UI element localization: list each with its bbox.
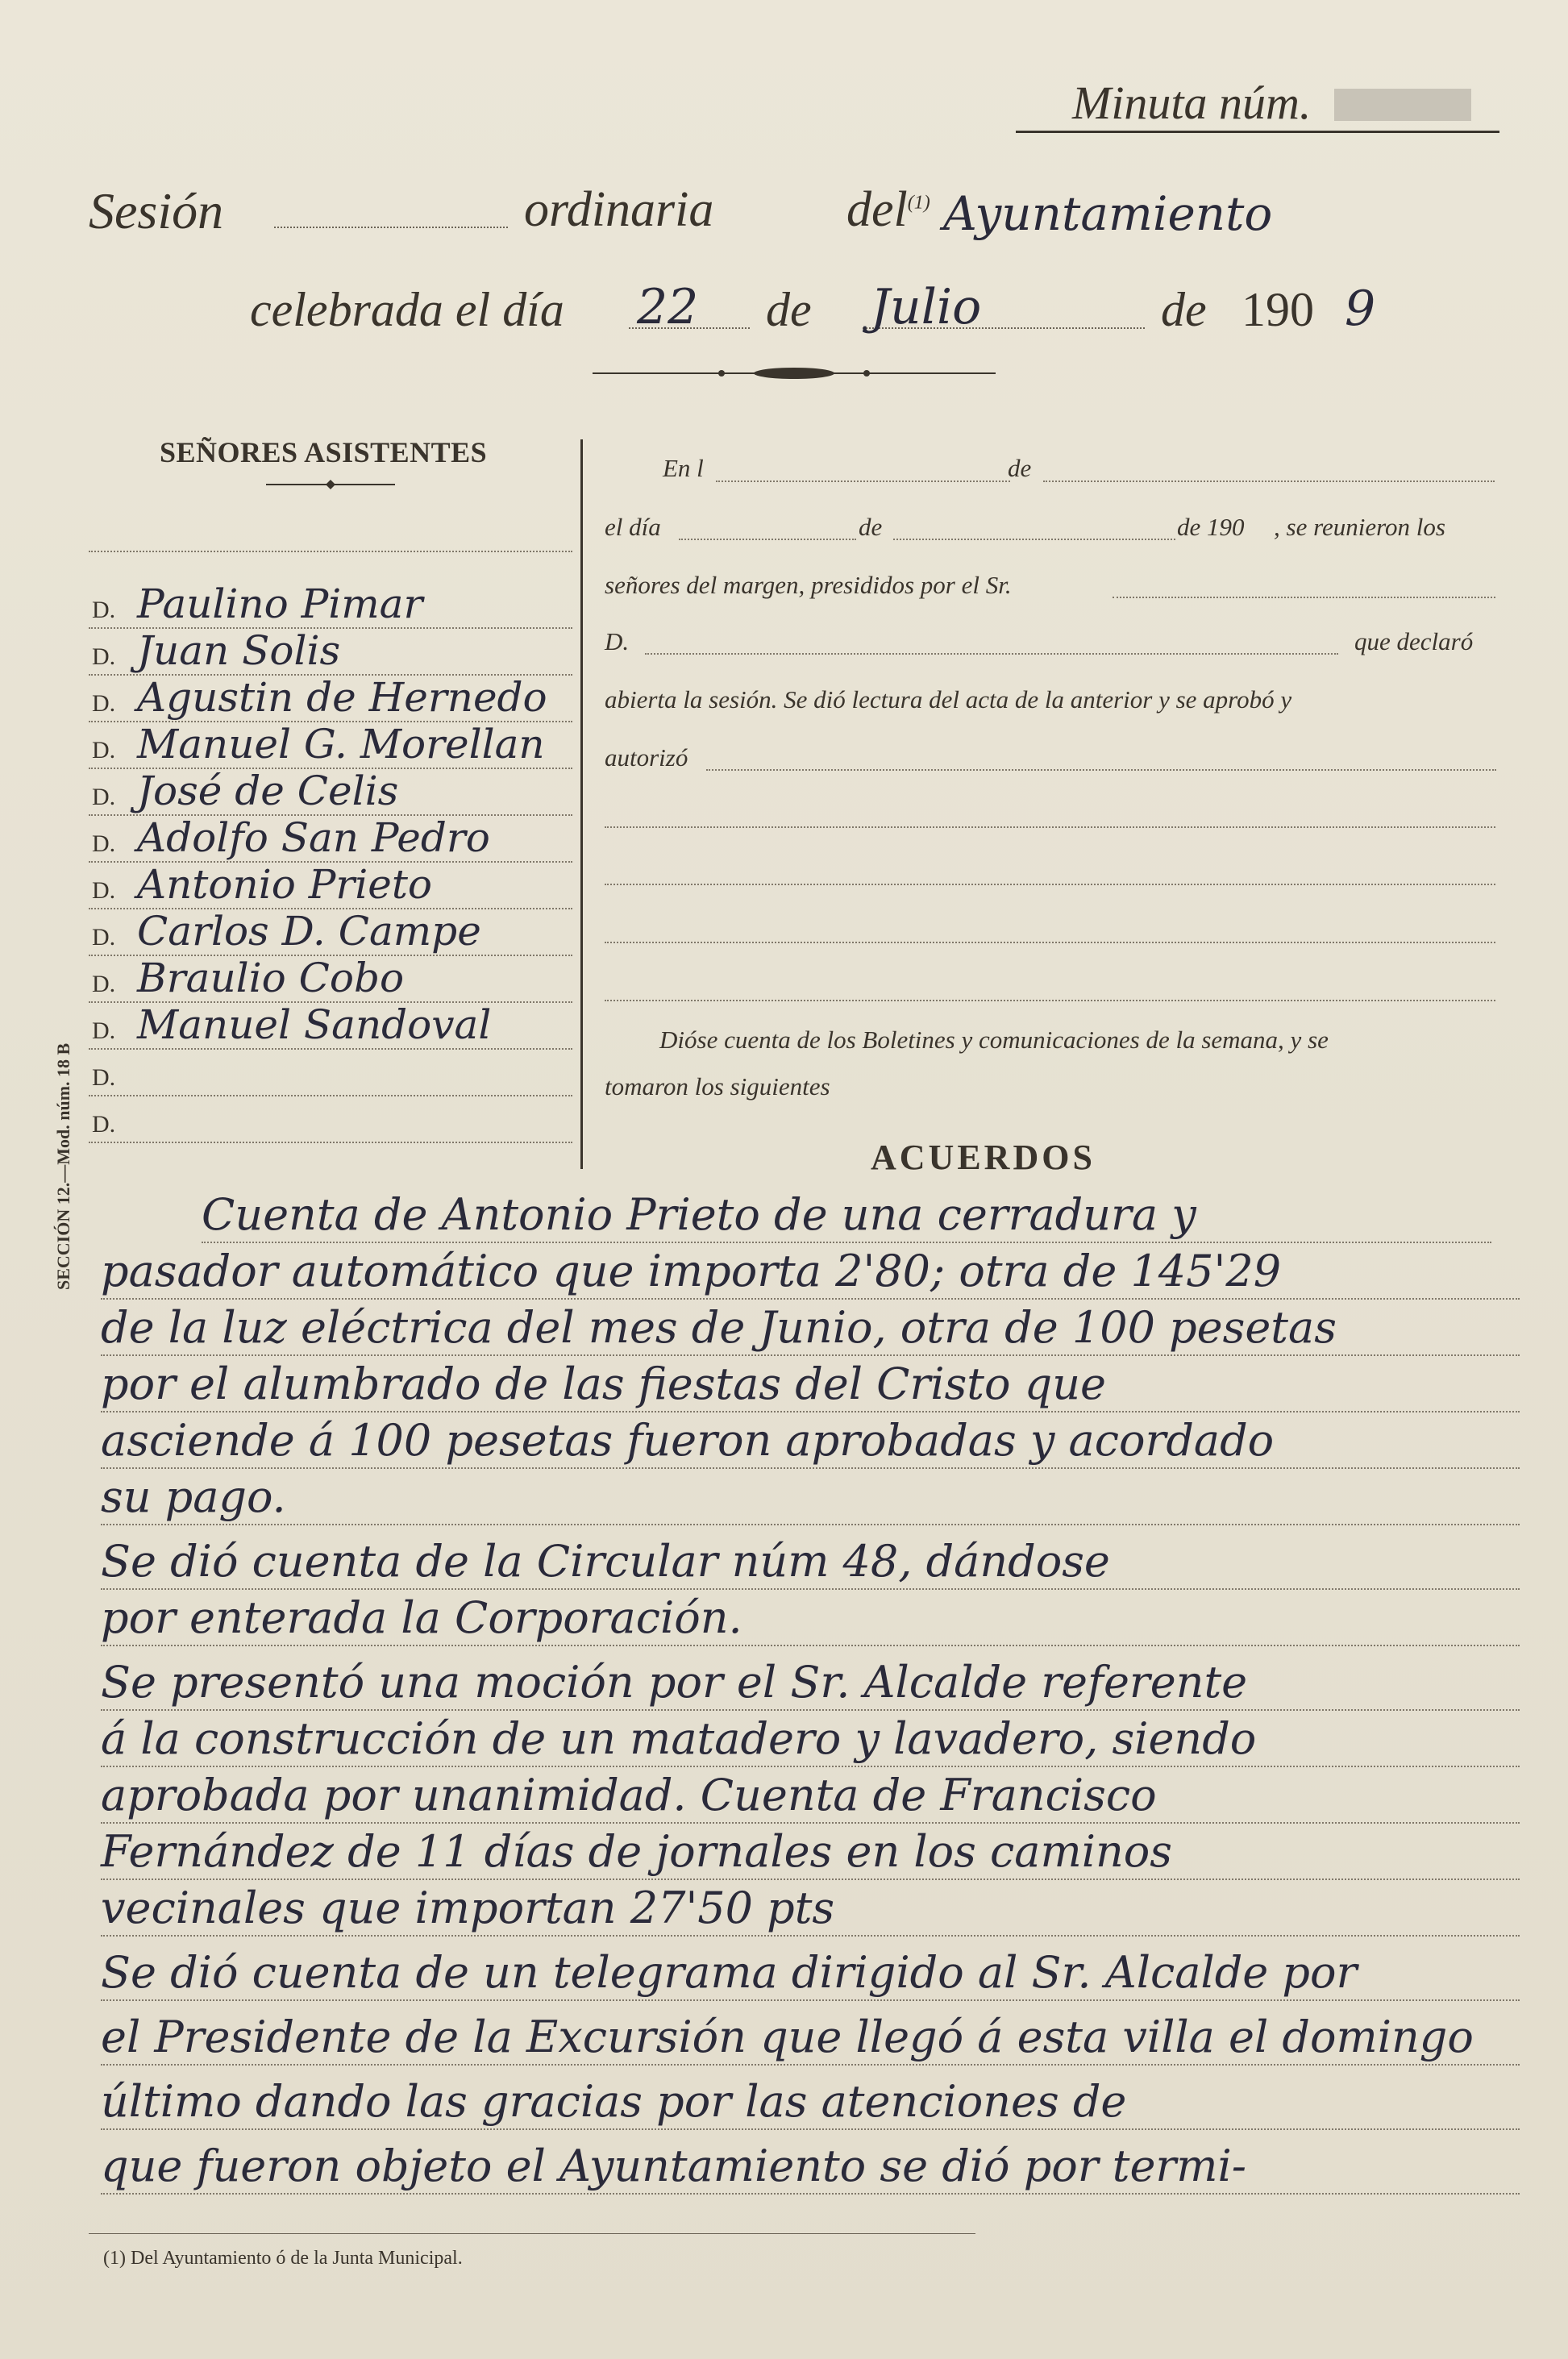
attendee-prefix: D. — [92, 643, 116, 670]
preamble-el-dia: el día — [605, 513, 661, 541]
session-day: 22 — [637, 279, 699, 335]
body-line-text: aprobada por unanimidad. Cuenta de Francisco — [101, 1770, 1157, 1820]
footnote-rule — [89, 2233, 975, 2234]
body-line-text: que fueron objeto el Ayuntamiento se dió por termi- — [101, 2141, 1246, 2191]
minuta-number-box — [1334, 89, 1471, 121]
preamble-se-reunieron: , se reunieron los — [1274, 513, 1445, 541]
attendee-row — [89, 1048, 572, 1096]
attendees-heading: SEÑORES ASISTENTES — [160, 436, 488, 468]
preamble-dotted-line — [605, 884, 1495, 885]
body-line — [101, 1246, 1520, 1300]
attendee-name: Antonio Prieto — [137, 861, 433, 908]
attendee-row — [89, 861, 572, 909]
attendees-ornament — [266, 479, 395, 490]
body-line — [101, 1593, 1520, 1646]
date-de-1: de — [766, 283, 812, 336]
attendee-prefix: D. — [92, 1017, 116, 1044]
body-line — [101, 1303, 1520, 1356]
attendee-row — [89, 1001, 572, 1050]
attendee-prefix: D. — [92, 1111, 116, 1138]
attendee-prefix: D. — [92, 877, 116, 904]
attendee-name: Manuel G. Morellan — [137, 721, 545, 768]
body-line-text: por enterada la Corporación. — [101, 1592, 742, 1643]
preamble-bulletins-1: Dióse cuenta de los Boletines y comunicaciones de la semana, y se — [659, 1026, 1329, 1054]
preamble-de: de — [1008, 454, 1032, 482]
attendee-prefix: D. — [92, 784, 116, 810]
body-line-text: su pago. — [101, 1471, 286, 1522]
preamble-dotted-line — [645, 653, 1338, 655]
title-ornament — [593, 361, 996, 385]
attendee-prefix: D. — [92, 597, 116, 623]
attendee-name: José de Celis — [137, 768, 399, 814]
preamble-dotted-line — [1113, 597, 1495, 598]
footnote: (1) Del Ayuntamiento ó de la Junta Municipal. — [103, 2248, 463, 2269]
preamble-dotted-line — [716, 481, 1010, 482]
session-dotted-line — [274, 227, 508, 228]
attendee-prefix: D. — [92, 1064, 116, 1091]
body-line-text: pasador automático que importa 2'80; otra de 145'29 — [101, 1246, 1282, 1296]
body-line — [101, 1359, 1520, 1412]
attendee-name: Agustin de Hernedo — [137, 674, 547, 721]
attendee-name: Juan Solis — [137, 627, 341, 674]
body-line — [101, 1714, 1520, 1767]
session-year-handwritten: 9 — [1345, 281, 1376, 337]
attendee-name: Manuel Sandoval — [137, 1001, 492, 1048]
attendee-prefix: D. — [92, 737, 116, 763]
body-line — [101, 1827, 1520, 1880]
attendee-prefix: D. — [92, 924, 116, 951]
body-line-text: asciende á 100 pesetas fueron aprobadas y acordado — [101, 1415, 1275, 1466]
preamble-autorizo: autorizó — [605, 743, 688, 772]
body-line-text: á la construcción de un matadero y lavadero, siendo — [101, 1713, 1257, 1764]
body-line — [101, 2141, 1520, 2195]
celebrada-label: celebrada el día — [250, 283, 564, 336]
date-de-2: de — [1161, 283, 1207, 336]
preamble-que-declaro: que declaró — [1354, 627, 1474, 655]
body-line-text: de la luz eléctrica del mes de Junio, otra de 100 pesetas — [101, 1302, 1337, 1353]
body-line — [101, 1416, 1520, 1469]
body-line-text: vecinales que importan 27'50 pts — [101, 1883, 835, 1933]
attendee-name: Paulino Pimar — [137, 580, 423, 627]
body-line — [101, 1948, 1520, 2001]
body-line — [101, 1658, 1520, 1711]
preamble-bulletins-2: tomaron los siguientes — [605, 1072, 830, 1100]
minuta-header — [1016, 74, 1499, 133]
session-month: Julio — [871, 279, 982, 335]
session-year-printed: 190 — [1242, 283, 1314, 336]
attendee-row — [89, 580, 572, 629]
preamble-dotted-line — [706, 769, 1496, 771]
acuerdos-heading: ACUERDOS — [871, 1138, 1096, 1177]
body-line-text: Cuenta de Antonio Prieto de una cerradura y — [202, 1189, 1196, 1240]
footnote-mark: (1) — [907, 192, 930, 214]
session-type: ordinaria — [524, 182, 714, 237]
body-line-text: por el alumbrado de las fiestas del Cristo que — [101, 1358, 1106, 1409]
body-line-text: el Presidente de la Excursión que llegó á esta villa el domingo — [101, 2012, 1474, 2062]
body-line — [101, 2077, 1520, 2130]
attendee-row — [89, 627, 572, 676]
body-line-text: último dando las gracias por las atenciones de — [101, 2076, 1127, 2127]
attendee-row — [89, 908, 572, 956]
preamble-line3: señores del margen, presididos por el Sr. — [605, 571, 1012, 599]
body-line — [202, 1190, 1491, 1243]
attendee-name: Adolfo San Pedro — [137, 814, 490, 861]
preamble-dotted-line — [605, 1000, 1495, 1001]
preamble-d: D. — [605, 627, 630, 655]
attendee-row — [89, 721, 572, 769]
attendee-prefix: D. — [92, 690, 116, 717]
attendee-row — [89, 955, 572, 1003]
preamble-de-190: de 190 — [1177, 513, 1245, 541]
minuta-label: Minuta núm. — [1072, 77, 1312, 129]
body-line — [101, 1770, 1520, 1824]
attendee-row — [89, 814, 572, 863]
body-line — [101, 1472, 1520, 1525]
session-of — [846, 181, 930, 239]
body-line-text: Se dió cuenta de la Circular núm 48, dándose — [101, 1536, 1110, 1587]
session-of-text: del — [846, 182, 908, 237]
attendee-name: Carlos D. Campe — [137, 908, 481, 955]
body-line — [101, 1883, 1520, 1937]
attendee-row — [89, 768, 572, 816]
preamble-dotted-line — [893, 539, 1175, 540]
preamble-dotted-line — [605, 826, 1495, 828]
column-divider — [580, 439, 583, 1169]
attendee-row — [89, 674, 572, 722]
session-body-handwritten: Ayuntamiento — [943, 186, 1273, 241]
body-line-text: Se presentó una moción por el Sr. Alcalde referente — [101, 1657, 1248, 1708]
preamble-dotted-line — [605, 942, 1495, 943]
attendee-row — [89, 504, 572, 552]
preamble-de2: de — [859, 513, 883, 541]
preamble-line5: abierta la sesión. Se dió lectura del acta de la anterior y se aprobó y — [605, 685, 1292, 714]
body-line-text: Fernández de 11 días de jornales en los caminos — [101, 1826, 1172, 1877]
attendee-name: Braulio Cobo — [137, 955, 405, 1001]
body-line — [101, 1537, 1520, 1590]
body-line-text: Se dió cuenta de un telegrama dirigido al Sr. Alcalde por — [101, 1947, 1358, 1998]
preamble-dotted-line — [679, 539, 856, 540]
body-line — [101, 2012, 1520, 2066]
preamble-dotted-line — [1043, 481, 1495, 482]
attendee-row — [89, 1095, 572, 1143]
session-title-row — [89, 181, 1273, 246]
session-label: Sesión — [89, 182, 224, 239]
session-date-row — [250, 279, 1419, 347]
form-section-label: SECCIÓN 12.—Mod. núm. 18 B — [53, 1042, 73, 1290]
attendee-prefix: D. — [92, 830, 116, 857]
attendee-prefix: D. — [92, 971, 116, 997]
preamble-en-l: En l — [663, 454, 704, 482]
